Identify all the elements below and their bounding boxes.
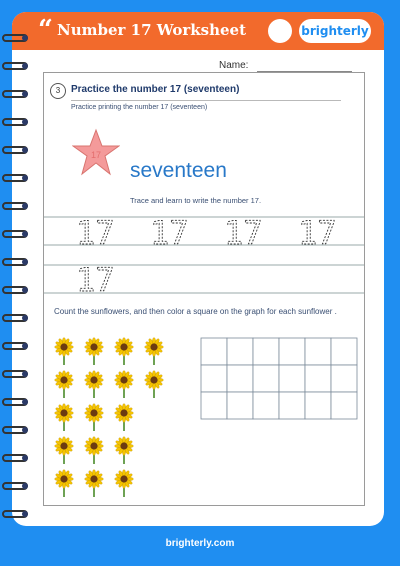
worksheet-page	[12, 12, 384, 526]
binder-hole-icon	[22, 343, 28, 349]
binder-hole-icon	[22, 427, 28, 433]
quote-icon: “	[38, 15, 53, 45]
sunflower-icon	[55, 470, 74, 497]
svg-text:17: 17	[90, 150, 102, 160]
trace-digit: 17	[224, 214, 263, 252]
graph-square[interactable]	[201, 338, 227, 365]
graph-square[interactable]	[279, 392, 305, 419]
graph-square[interactable]	[201, 365, 227, 392]
count-instruction: Count the sunflowers, and then color a square on the graph for each sunflower .	[54, 307, 337, 316]
sunflower-icon	[85, 470, 104, 497]
count-graph[interactable]	[200, 337, 358, 421]
trace-digit: 17	[76, 261, 115, 299]
binder-hole-icon	[22, 175, 28, 181]
trace-area	[44, 207, 364, 302]
binder-hole-icon	[22, 511, 28, 517]
binder-hole-icon	[22, 371, 28, 377]
sunflower-icon	[115, 470, 134, 497]
section-number: 3	[50, 83, 66, 99]
footer-site[interactable]: brighterly.com	[165, 538, 235, 549]
binder-hole-icon	[22, 259, 28, 265]
graph-square[interactable]	[227, 338, 253, 365]
graph-square[interactable]	[331, 365, 357, 392]
graph-square[interactable]	[201, 392, 227, 419]
sunflower-icon	[145, 338, 164, 365]
trace-digit: 17	[76, 214, 115, 252]
binder-hole-icon	[22, 91, 28, 97]
number-word: seventeen	[130, 159, 227, 182]
binder-hole-icon	[22, 287, 28, 293]
exercise-box	[43, 72, 365, 506]
sunflower-icon	[115, 404, 134, 431]
trace-instruction: Trace and learn to write the number 17.	[130, 196, 262, 205]
binder-hole-icon	[22, 315, 28, 321]
binder-hole-icon	[22, 119, 28, 125]
header-bar	[12, 12, 384, 50]
circle-icon	[268, 19, 292, 43]
graph-square[interactable]	[279, 365, 305, 392]
section-divider	[71, 100, 341, 101]
graph-square[interactable]	[279, 338, 305, 365]
binder-hole-icon	[22, 203, 28, 209]
sunflower-icon	[85, 437, 104, 464]
graph-square[interactable]	[253, 392, 279, 419]
sunflower-icon	[55, 437, 74, 464]
sunflower-icon	[85, 338, 104, 365]
trace-digit: 17	[298, 214, 337, 252]
sunflower-group	[54, 335, 179, 500]
sunflower-icon	[115, 371, 134, 398]
name-label: Name:	[219, 60, 249, 71]
sunflower-icon	[85, 404, 104, 431]
star-icon	[72, 128, 120, 176]
trace-digit: 17	[150, 214, 189, 252]
graph-square[interactable]	[305, 338, 331, 365]
graph-square[interactable]	[305, 365, 331, 392]
graph-square[interactable]	[331, 338, 357, 365]
graph-square[interactable]	[253, 338, 279, 365]
section-subtitle: Practice printing the number 17 (seventeen)	[71, 104, 208, 111]
binder-hole-icon	[22, 455, 28, 461]
graph-square[interactable]	[331, 392, 357, 419]
sunflower-icon	[115, 437, 134, 464]
graph-square[interactable]	[305, 392, 331, 419]
sunflower-icon	[55, 371, 74, 398]
sunflower-icon	[85, 371, 104, 398]
sunflower-icon	[145, 371, 164, 398]
binder-hole-icon	[22, 35, 28, 41]
graph-square[interactable]	[227, 392, 253, 419]
section-title: Practice the number 17 (seventeen)	[71, 84, 240, 95]
sunflower-icon	[115, 338, 134, 365]
binder-hole-icon	[22, 231, 28, 237]
binder-hole-icon	[22, 399, 28, 405]
binder-hole-icon	[22, 63, 28, 69]
binder-hole-icon	[22, 483, 28, 489]
graph-square[interactable]	[253, 365, 279, 392]
worksheet-title: Number 17 Worksheet	[57, 21, 247, 39]
sunflower-icon	[55, 338, 74, 365]
sunflower-icon	[55, 404, 74, 431]
brand-logo[interactable]: brighterly	[299, 19, 371, 43]
binder-hole-icon	[22, 147, 28, 153]
graph-square[interactable]	[227, 365, 253, 392]
